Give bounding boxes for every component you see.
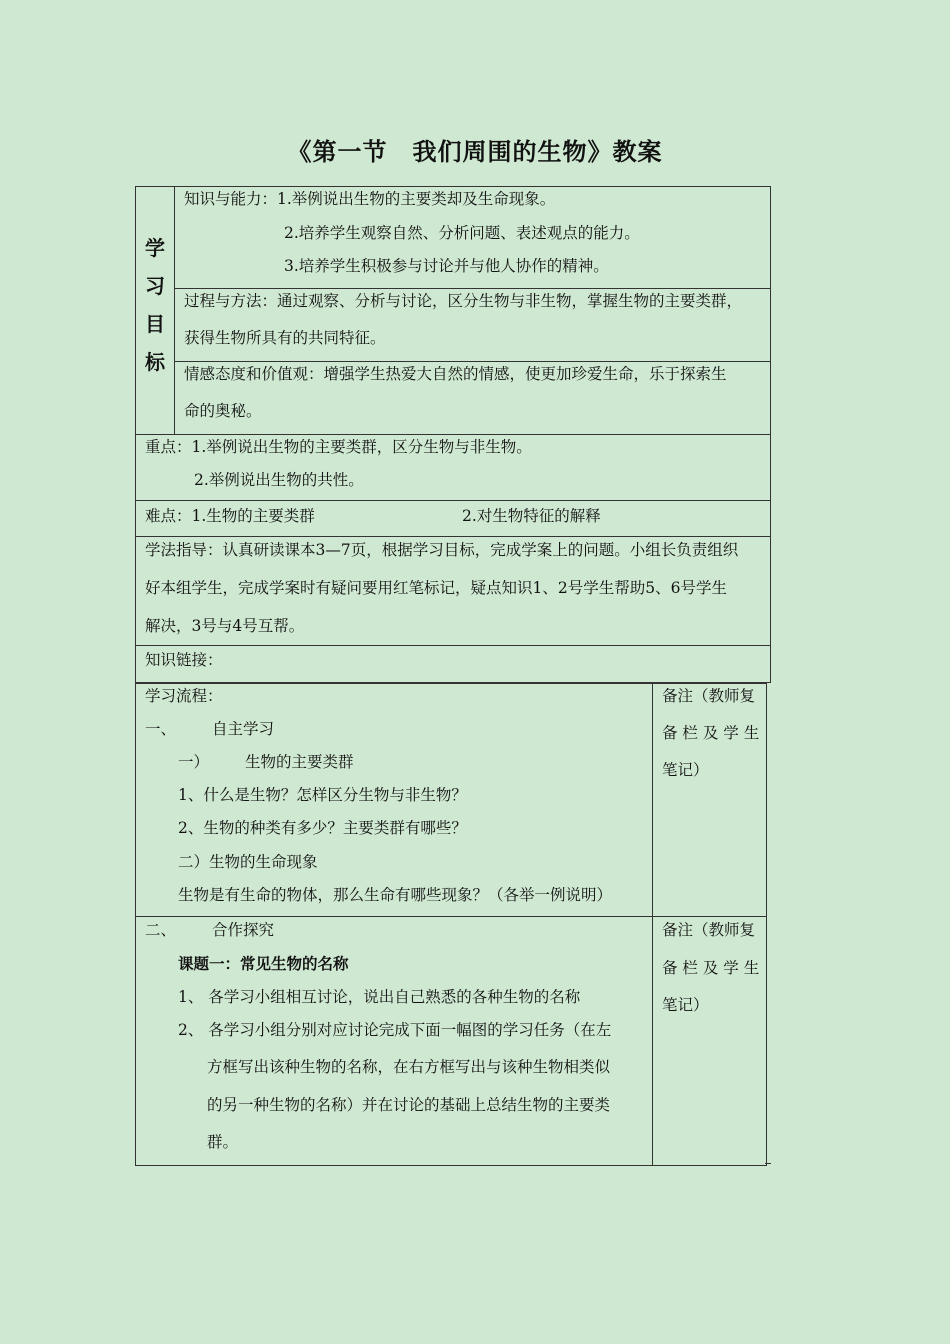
note2-line-3: 笔记） — [662, 996, 709, 1014]
topic-1-title: 课题一：常见生物的名称 — [178, 955, 349, 973]
objectives-side-label-4: 标 — [145, 350, 165, 374]
emotion-line-2: 命的奥秘。 — [184, 402, 262, 420]
objectives-label-divider — [174, 186, 175, 434]
knowledge-line-3: 3.培养学生积极参与讨论并与他人协作的精神。 — [284, 257, 609, 275]
row-divider-keypoints — [135, 500, 771, 501]
task-item-2-line-3: 的另一种生物的名称）并在讨论的基础上总结生物的主要类 — [207, 1096, 611, 1114]
method-line-3: 解决，3号与4号互帮。 — [145, 617, 305, 635]
objectives-side-label-3: 目 — [145, 312, 165, 336]
row-divider-difficulties — [135, 536, 771, 537]
part2-title: 合作探究 — [212, 921, 275, 939]
knowledge-line-2: 2.培养学生观察自然、分析问题、表述观点的能力。 — [284, 224, 640, 242]
objectives-side-label-2: 习 — [145, 274, 165, 298]
flow-notes-divider — [652, 683, 653, 1166]
flow-table-right-edge-stub — [765, 1163, 771, 1164]
question-2: 2、生物的种类有多少？主要类群有哪些？ — [178, 819, 467, 837]
row-divider-method — [135, 645, 771, 646]
objectives-side-label-1: 学 — [145, 236, 165, 260]
knowledge-line-1: 知识与能力：1.举例说出生物的主要类却及生命现象。 — [184, 190, 556, 208]
task-item-2-line-2: 方框写出该种生物的名称，在右方框写出与该种生物相类似 — [207, 1058, 611, 1076]
knowledge-link-label: 知识链接： — [145, 651, 223, 669]
method-line-2: 好本组学生，完成学案时有疑问要用红笔标记，疑点知识1、2号学生帮助5、6号学生 — [145, 579, 727, 597]
note1-line-2: 备 栏 及 学 生 — [662, 724, 760, 742]
flow-heading: 学习流程： — [145, 687, 223, 705]
process-line-2: 获得生物所具有的共同特征。 — [184, 329, 386, 347]
difficulty-2: 2.对生物特征的解释 — [462, 507, 601, 525]
part1-title: 自主学习 — [212, 720, 275, 738]
process-line-1: 过程与方法：通过观察、分析与讨论，区分生物与非生物，掌握生物的主要类群， — [184, 292, 743, 310]
key-point-2: 2.举例说出生物的共性。 — [194, 471, 364, 489]
note2-line-2: 备 栏 及 学 生 — [662, 959, 760, 977]
sub1-number: 一） — [178, 753, 210, 771]
question-1: 1、什么是生物？怎样区分生物与非生物？ — [178, 786, 467, 804]
sub2-title: 二）生物的生命现象 — [178, 853, 318, 871]
emotion-line-1: 情感态度和价值观：增强学生热爱大自然的情感，使更加珍爱生命，乐于探索生 — [184, 365, 727, 383]
row-divider-objectives — [135, 434, 771, 435]
task-item-2-line-1: 2、 各学习小组分别对应讨论完成下面一幅图的学习任务（在左 — [178, 1021, 612, 1039]
row-divider-process — [174, 361, 771, 362]
part2-number: 二、 — [145, 921, 177, 939]
sub1-title: 生物的主要类群 — [245, 753, 354, 771]
task-item-1: 1、 各学习小组相互讨论，说出自己熟悉的各种生物的名称 — [178, 988, 581, 1006]
row-divider-knowledge — [174, 288, 771, 289]
key-point-1: 重点：1.举例说出生物的主要类群，区分生物与非生物。 — [145, 438, 532, 456]
note2-line-1: 备注（教师复 — [662, 921, 756, 939]
flow-row-divider — [135, 916, 767, 917]
task-item-2-line-4: 群。 — [207, 1133, 239, 1151]
note1-line-3: 笔记） — [662, 761, 709, 779]
method-line-1: 学法指导：认真研读课本3—7页，根据学习目标，完成学案上的问题。小组长负责组织 — [145, 541, 739, 559]
question-3: 生物是有生命的物体，那么生命有哪些现象？（各举一例说明） — [178, 886, 613, 904]
difficulty-1: 难点：1.生物的主要类群 — [145, 507, 315, 525]
page-title: 《第一节 我们周围的生物》教案 — [287, 138, 663, 166]
part1-number: 一、 — [145, 720, 177, 738]
note1-line-1: 备注（教师复 — [662, 687, 756, 705]
